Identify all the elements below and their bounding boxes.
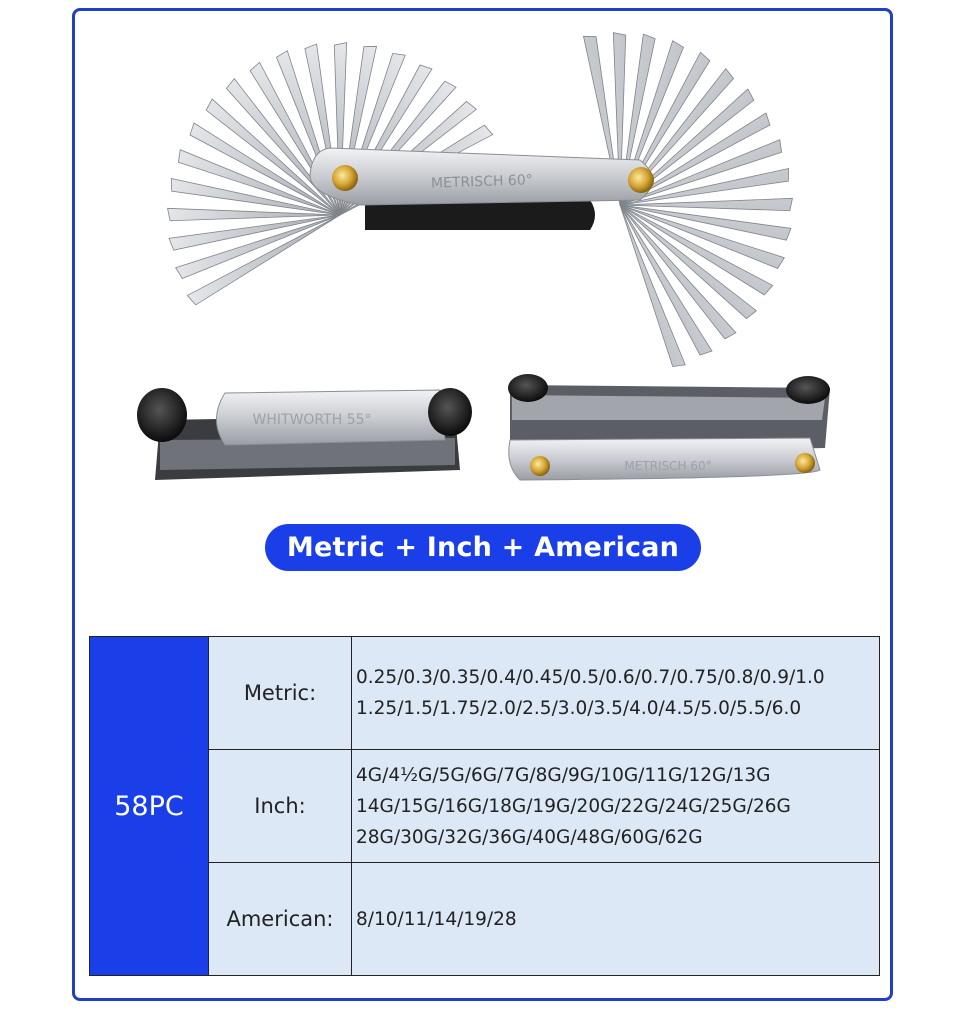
inch-values <box>352 750 879 863</box>
piece-count: 58PC <box>90 637 209 975</box>
metric-closed-gauge-marking: METRISCH 60° <box>624 459 712 473</box>
rivet-closed-left-icon <box>530 456 550 476</box>
whitworth-gauge-marking: WHITWORTH 55° <box>252 412 372 428</box>
knob-right-icon <box>428 388 472 436</box>
thread-gauge-illustration <box>0 0 970 500</box>
inch-values-line: 14G/15G/16G/18G/19G/20G/22G/24G/25G/26G <box>356 795 791 817</box>
american-label: American: <box>209 863 352 975</box>
metric-label: Metric: <box>209 637 352 750</box>
whitworth-gauge <box>137 388 472 480</box>
inch-values-line: 4G/4½G/5G/6G/7G/8G/9G/10G/11G/12G/13G <box>356 764 771 786</box>
inch-values-line: 28G/30G/32G/36G/40G/48G/60G/62G <box>356 826 703 848</box>
metric-closed-gauge <box>508 374 830 480</box>
knob-left-icon <box>137 388 187 442</box>
rivet-right-icon <box>628 167 654 193</box>
inch-label: Inch: <box>209 750 352 863</box>
rivet-left-icon <box>332 165 358 191</box>
system-banner: Metric + Inch + American <box>265 524 701 571</box>
american-values <box>352 863 879 975</box>
rivet-closed-right-icon <box>795 453 815 473</box>
knob-top-right-icon <box>786 376 830 404</box>
knob-top-left-icon <box>508 374 548 402</box>
metric-values-line: 1.25/1.5/1.75/2.0/2.5/3.0/3.5/4.0/4.5/5.0/5.5/6.0 <box>356 698 802 719</box>
american-values-line: 8/10/11/14/19/28 <box>356 908 517 930</box>
spec-table <box>89 636 880 976</box>
metric-values-line: 0.25/0.3/0.35/0.4/0.45/0.5/0.6/0.7/0.75/0.8/0.9/1.0 <box>356 667 825 688</box>
metric-gauge-handle <box>310 148 654 230</box>
metric-values <box>352 637 879 750</box>
metric-gauge-marking: METRISCH 60° <box>430 172 534 192</box>
